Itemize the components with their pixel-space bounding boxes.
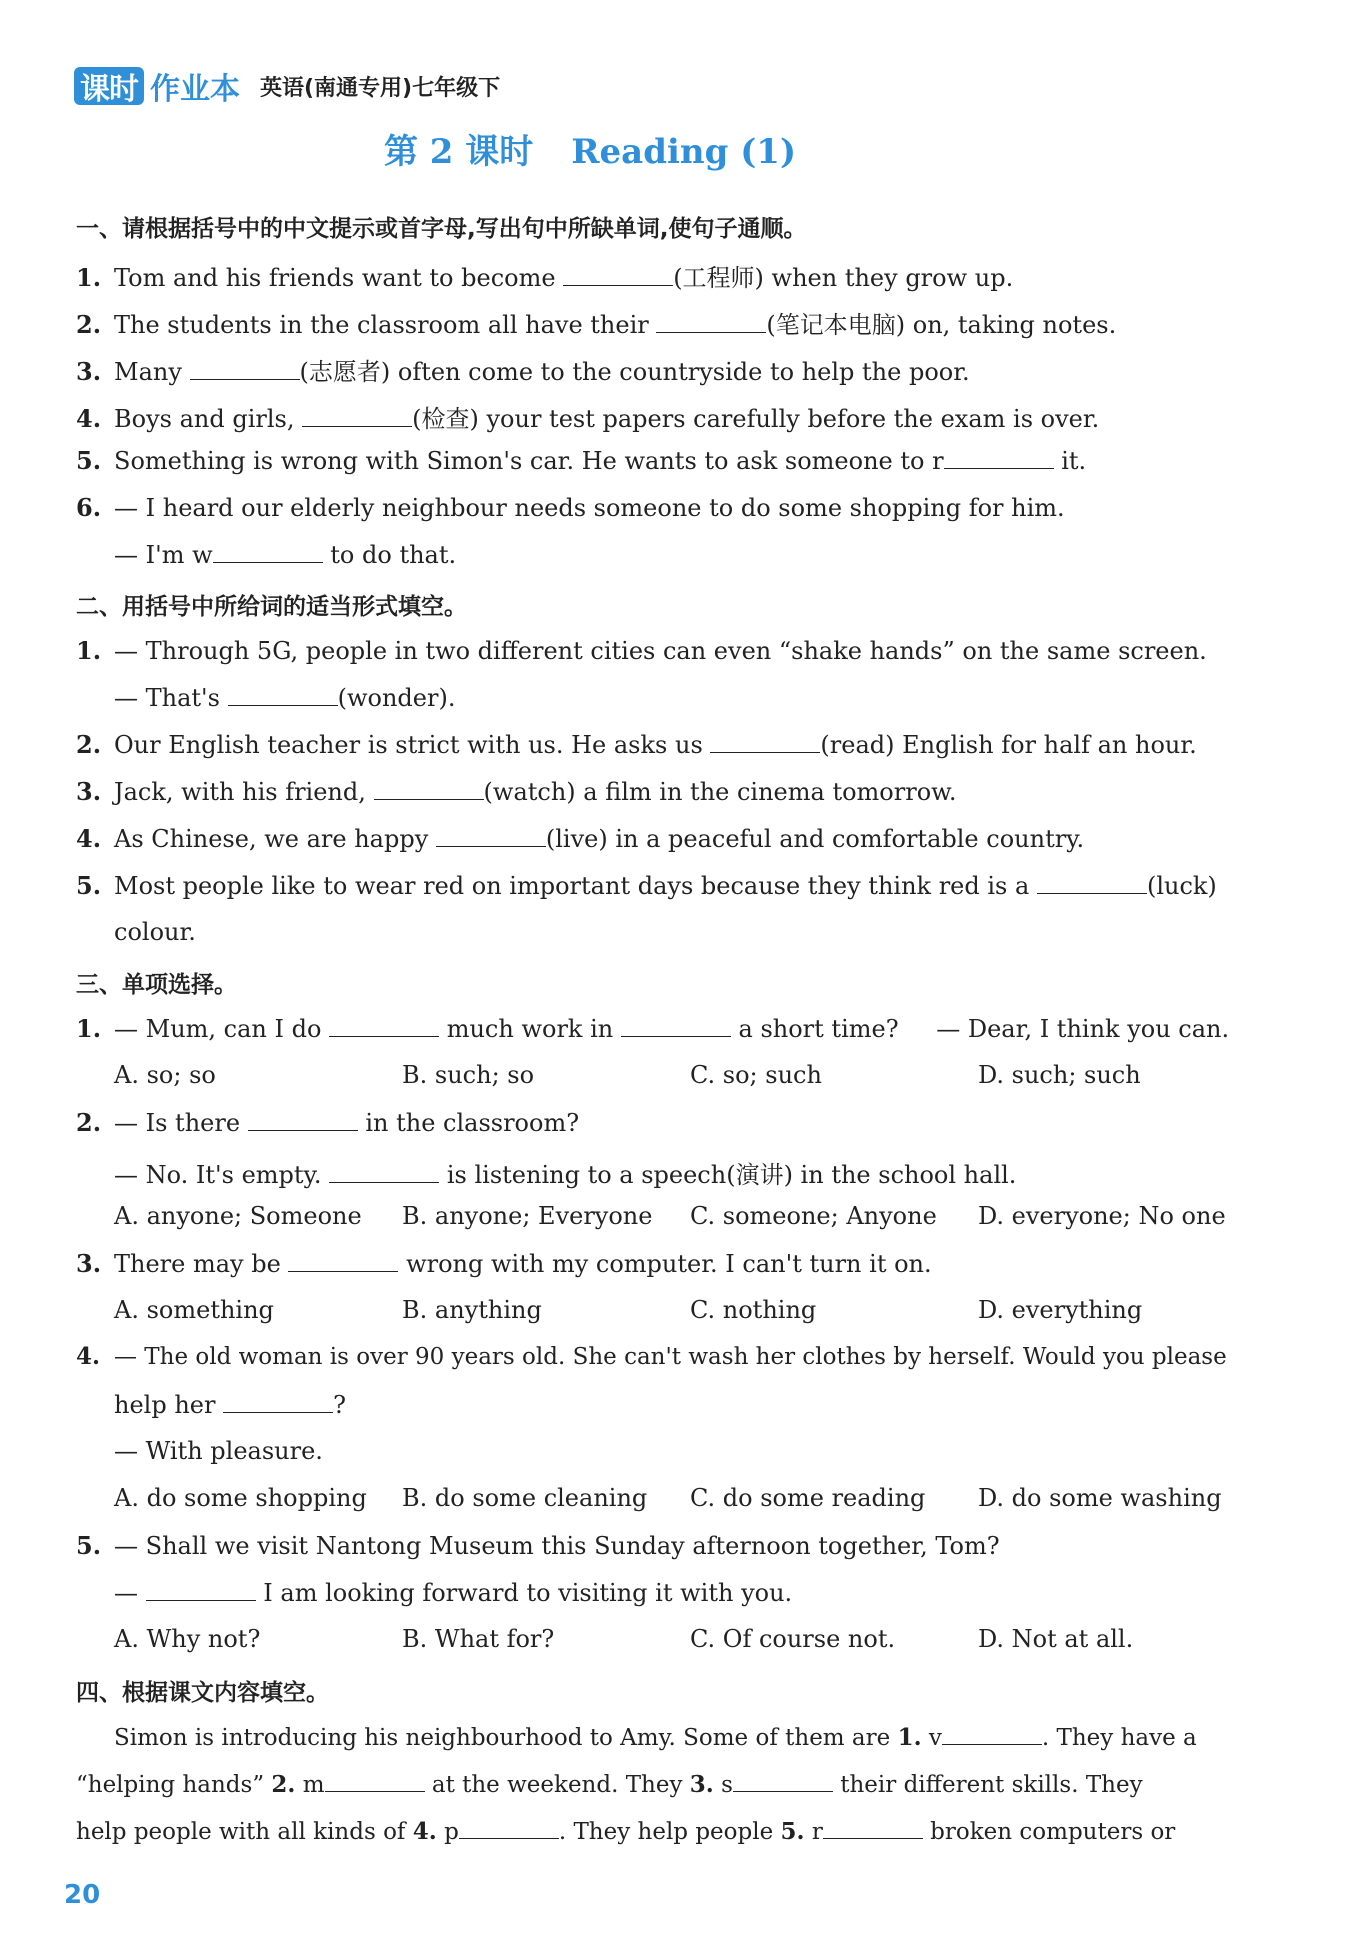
- s4-line-3: help people with all kinds of 4. p . They help people 5. r broken computers or: [76, 1818, 1176, 1845]
- s1-q5: 5. Something is wrong with Simon's car. He wants to ask someone to r it.: [76, 446, 1087, 475]
- s1-q2: 2. The students in the classroom all have their (笔记本电脑) on, taking notes.: [76, 310, 1117, 339]
- section-3-title: 三、单项选择。: [76, 972, 237, 998]
- s3-q5-opt-c[interactable]: C. Of course not.: [690, 1625, 896, 1653]
- answer-blank[interactable]: [223, 1390, 333, 1413]
- s4-line-2: “helping hands” 2. m at the weekend. They 3. s their different skills. They: [76, 1771, 1143, 1798]
- s2-q2: 2. Our English teacher is strict with us. He asks us (read) English for half an hour.: [76, 730, 1197, 759]
- s1-q4: 4. Boys and girls, (检查) your test papers carefully before the exam is over.: [76, 404, 1100, 433]
- s3-q4-cont: help her ?: [114, 1391, 346, 1419]
- s3-q1-opt-a[interactable]: A. so; so: [114, 1061, 216, 1089]
- s2-q1-reply: — That's (wonder).: [114, 684, 456, 712]
- book-header: [74, 66, 500, 106]
- answer-blank[interactable]: [248, 1108, 358, 1131]
- s3-q2-opt-b[interactable]: B. anyone; Everyone: [402, 1202, 653, 1230]
- lesson-title: [0, 124, 1180, 173]
- s3-q2-opt-c[interactable]: C. someone; Anyone: [690, 1202, 937, 1230]
- answer-blank[interactable]: [621, 1014, 731, 1037]
- s3-q3-opt-c[interactable]: C. nothing: [690, 1296, 817, 1324]
- s1-q6: 6. — I heard our elderly neighbour needs someone to do some shopping for him.: [76, 493, 1065, 522]
- s3-q4-opt-d[interactable]: D. do some washing: [978, 1484, 1222, 1512]
- answer-blank[interactable]: [1037, 871, 1147, 894]
- s3-q4-opt-a[interactable]: A. do some shopping: [114, 1484, 367, 1512]
- s3-q3-opt-d[interactable]: D. everything: [978, 1296, 1143, 1324]
- s3-q4-opt-b[interactable]: B. do some cleaning: [402, 1484, 648, 1512]
- s3-q5-opt-d[interactable]: D. Not at all.: [978, 1625, 1134, 1653]
- book-subtitle: 英语(南通专用)七年级下: [260, 75, 501, 101]
- answer-blank[interactable]: [302, 404, 412, 427]
- answer-blank[interactable]: [329, 1014, 439, 1037]
- logo-mark: 课时: [74, 67, 144, 105]
- s3-q4-opt-c[interactable]: C. do some reading: [690, 1484, 926, 1512]
- s3-q5-opt-a[interactable]: A. Why not?: [114, 1625, 261, 1653]
- page-number: 20: [64, 1880, 101, 1910]
- answer-blank[interactable]: [436, 824, 546, 847]
- section-1-title: 一、请根据括号中的中文提示或首字母,写出句中所缺单词,使句子通顺。: [76, 216, 807, 242]
- answer-blank[interactable]: [213, 540, 323, 563]
- s2-q5: 5. Most people like to wear red on important days because they think red is a (luck): [76, 871, 1217, 900]
- s3-q5: 5. — Shall we visit Nantong Museum this Sunday afternoon together, Tom?: [76, 1531, 1000, 1560]
- logo-text: 作业本: [150, 72, 240, 107]
- answer-blank[interactable]: [823, 1816, 923, 1839]
- s3-q3: 3. There may be wrong with my computer. I can't turn it on.: [76, 1249, 932, 1278]
- s3-q5-opt-b[interactable]: B. What for?: [402, 1625, 555, 1653]
- lesson-number: 第 2 课时: [383, 132, 534, 172]
- s3-q4-reply: — With pleasure.: [114, 1437, 323, 1465]
- answer-blank[interactable]: [228, 683, 338, 706]
- answer-blank[interactable]: [656, 310, 766, 333]
- s3-q5-reply: — I am looking forward to visiting it with you.: [114, 1579, 793, 1607]
- answer-blank[interactable]: [942, 1722, 1042, 1745]
- s3-q2-opt-d[interactable]: D. everyone; No one: [978, 1202, 1226, 1230]
- s1-q6-reply: — I'm w to do that.: [114, 541, 457, 569]
- answer-blank[interactable]: [944, 446, 1054, 469]
- s3-q4: 4. — The old woman is over 90 years old. She can't wash her clothes by herself. Would you please: [76, 1343, 1227, 1370]
- s3-q1-opt-d[interactable]: D. such; such: [978, 1061, 1141, 1089]
- s2-q5-cont: colour.: [114, 918, 196, 946]
- answer-blank[interactable]: [563, 263, 673, 286]
- answer-blank[interactable]: [459, 1816, 559, 1839]
- answer-blank[interactable]: [288, 1249, 398, 1272]
- answer-blank[interactable]: [146, 1578, 256, 1601]
- lesson-topic: Reading (1): [571, 132, 797, 172]
- s1-q3: 3. Many (志愿者) often come to the countryside to help the poor.: [76, 357, 970, 386]
- answer-blank[interactable]: [374, 777, 484, 800]
- answer-blank[interactable]: [190, 357, 300, 380]
- s3-q3-opt-b[interactable]: B. anything: [402, 1296, 542, 1324]
- s3-q2-reply: — No. It's empty. is listening to a speech(演讲) in the school hall.: [114, 1161, 1017, 1189]
- s2-q3: 3. Jack, with his friend, (watch) a film in the cinema tomorrow.: [76, 777, 957, 806]
- s3-q1-opt-c[interactable]: C. so; such: [690, 1061, 822, 1089]
- s3-q2-opt-a[interactable]: A. anyone; Someone: [114, 1202, 362, 1230]
- answer-blank[interactable]: [325, 1769, 425, 1792]
- s3-q1-opt-b[interactable]: B. such; so: [402, 1061, 535, 1089]
- s3-q2: 2. — Is there in the classroom?: [76, 1108, 580, 1137]
- s1-q1: 1. Tom and his friends want to become (工程师) when they grow up.: [76, 263, 1014, 292]
- s4-line-1: Simon is introducing his neighbourhood to Amy. Some of them are 1. v . They have a: [114, 1724, 1197, 1751]
- answer-blank[interactable]: [710, 730, 820, 753]
- section-4-title: 四、根据课文内容填空。: [76, 1680, 329, 1706]
- s3-q3-opt-a[interactable]: A. something: [114, 1296, 274, 1324]
- s2-q4: 4. As Chinese, we are happy (live) in a peaceful and comfortable country.: [76, 824, 1085, 853]
- answer-blank[interactable]: [329, 1160, 439, 1183]
- s3-q1: 1. — Mum, can I do much work in a short time? — Dear, I think you can.: [76, 1014, 1230, 1043]
- section-2-title: 二、用括号中所给词的适当形式填空。: [76, 594, 467, 620]
- answer-blank[interactable]: [733, 1769, 833, 1792]
- s2-q1: 1. — Through 5G, people in two different cities can even “shake hands” on the same screen.: [76, 636, 1207, 665]
